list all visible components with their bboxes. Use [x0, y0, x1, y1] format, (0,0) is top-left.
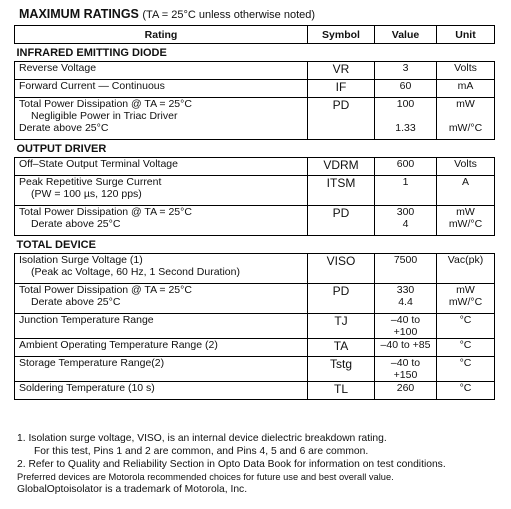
rating-cell	[15, 339, 308, 357]
header-value: Value	[375, 26, 437, 44]
rating-line: Soldering Temperature (10 s)	[19, 382, 155, 394]
ratings-table	[14, 25, 495, 400]
unit-line: mW/°C	[448, 122, 483, 134]
unit-cell	[437, 284, 495, 314]
rating-cell	[15, 62, 308, 80]
value-cell	[375, 339, 437, 357]
value-line	[379, 110, 432, 122]
trademark-note: GlobalOptoisolator is a trademark of Motorola, Inc.	[17, 484, 248, 495]
unit-cell	[437, 314, 495, 339]
unit-line	[441, 110, 490, 122]
unit-line: °C	[459, 357, 472, 369]
rating-line: Derate above 25°C	[31, 296, 121, 308]
unit-line: Volts	[454, 62, 477, 74]
unit-line: °C	[459, 339, 472, 351]
value-cell	[375, 254, 437, 284]
table-row	[15, 357, 495, 382]
value-cell	[375, 284, 437, 314]
table-row	[15, 206, 495, 236]
preferred-note: Preferred devices are Motorola recommended choices for future use and best overall value.	[17, 472, 394, 482]
unit-line: mW/°C	[448, 296, 483, 308]
header-symbol: Symbol	[308, 26, 375, 44]
unit-line: mW	[456, 284, 475, 296]
table-row	[15, 314, 495, 339]
rating-line: (Peak ac Voltage, 60 Hz, 1 Second Duration)	[31, 266, 240, 278]
value-cell	[375, 382, 437, 400]
symbol-cell: VDRM	[308, 158, 375, 176]
rating-cell	[15, 254, 308, 284]
section-title: TOTAL DEVICE	[16, 239, 96, 251]
rating-cell	[15, 176, 308, 206]
unit-line: A	[461, 176, 469, 188]
value-line: –40 to +150	[390, 357, 421, 381]
unit-line: °C	[459, 382, 472, 394]
header-rating: Rating	[15, 26, 308, 44]
table-row	[15, 62, 495, 80]
rating-line: Derate above 25°C	[19, 122, 109, 134]
unit-line: Volts	[454, 158, 477, 170]
unit-line: mA	[457, 80, 474, 92]
value-line: 3	[402, 62, 409, 74]
value-cell	[375, 80, 437, 98]
value-cell	[375, 314, 437, 339]
value-line: 260	[396, 382, 415, 394]
rating-line: Isolation Surge Voltage (1)	[19, 254, 143, 266]
table-row	[15, 284, 495, 314]
rating-cell	[15, 382, 308, 400]
value-line: –40 to +85	[380, 339, 431, 351]
value-line: 60	[399, 80, 412, 92]
rating-line: Ambient Operating Temperature Range (2)	[19, 339, 218, 351]
value-line: 4.4	[398, 296, 413, 308]
rating-cell	[15, 284, 308, 314]
table-row	[15, 98, 495, 140]
rating-cell	[15, 158, 308, 176]
rating-cell	[15, 206, 308, 236]
rating-line: Forward Current — Continuous	[19, 80, 165, 92]
value-line: 330	[396, 284, 415, 296]
rating-cell	[15, 98, 308, 140]
value-cell	[375, 98, 437, 140]
unit-line: mW	[456, 206, 475, 218]
value-line: 1	[402, 176, 409, 188]
table-row	[15, 80, 495, 98]
rating-line: Total Power Dissipation @ TA = 25°C	[19, 206, 192, 218]
table-row	[15, 158, 495, 176]
symbol-cell: PD	[308, 98, 375, 140]
symbol-cell: PD	[308, 206, 375, 236]
table-row	[15, 176, 495, 206]
rating-line: Storage Temperature Range(2)	[19, 357, 165, 369]
unit-line: °C	[459, 314, 472, 326]
note-1: 1. Isolation surge voltage, VISO, is an internal device dielectric breakdown rating.	[17, 433, 387, 444]
rating-line: Junction Temperature Range	[19, 314, 154, 326]
title-heading: MAXIMUM RATINGS	[19, 7, 139, 21]
value-line: 1.33	[395, 122, 416, 134]
unit-cell	[437, 176, 495, 206]
section-title: INFRARED EMITTING DIODE	[16, 47, 167, 59]
rating-line: Off–State Output Terminal Voltage	[19, 158, 178, 170]
value-line: –40 to +100	[390, 314, 421, 338]
rating-line: Peak Repetitive Surge Current	[19, 176, 162, 188]
table-row	[15, 254, 495, 284]
rating-line: Negligible Power in Triac Driver	[31, 110, 178, 122]
rating-line: Total Power Dissipation @ TA = 25°C	[19, 98, 192, 110]
symbol-cell: PD	[308, 284, 375, 314]
symbol-cell: TJ	[308, 314, 375, 339]
section-header-row	[15, 140, 495, 158]
header-unit: Unit	[437, 26, 495, 44]
value-cell	[375, 206, 437, 236]
value-cell	[375, 62, 437, 80]
value-cell	[375, 357, 437, 382]
section-header-row	[15, 236, 495, 254]
rating-cell	[15, 357, 308, 382]
symbol-cell: Tstg	[308, 357, 375, 382]
unit-cell	[437, 158, 495, 176]
table-header-row	[15, 26, 495, 44]
symbol-cell: TL	[308, 382, 375, 400]
unit-cell	[437, 80, 495, 98]
page-title	[19, 7, 315, 21]
section-header-row	[15, 44, 495, 62]
value-cell	[375, 176, 437, 206]
symbol-cell: VR	[308, 62, 375, 80]
unit-line: Vac(pk)	[447, 254, 484, 266]
value-cell	[375, 158, 437, 176]
value-line: 300	[396, 206, 415, 218]
symbol-cell: TA	[308, 339, 375, 357]
value-line: 600	[396, 158, 415, 170]
value-line: 100	[396, 98, 415, 110]
value-line: 4	[402, 218, 409, 230]
rating-line: Total Power Dissipation @ TA = 25°C	[19, 284, 192, 296]
note-2: 2. Refer to Quality and Reliability Section in Opto Data Book for information on test conditions.	[17, 459, 446, 470]
symbol-cell: ITSM	[308, 176, 375, 206]
symbol-cell: IF	[308, 80, 375, 98]
rating-line: Reverse Voltage	[19, 62, 97, 74]
rating-cell	[15, 80, 308, 98]
value-line: 7500	[393, 254, 418, 266]
table-row	[15, 339, 495, 357]
unit-cell	[437, 98, 495, 140]
rating-line: (PW = 100 µs, 120 pps)	[31, 188, 142, 200]
unit-cell	[437, 62, 495, 80]
unit-cell	[437, 206, 495, 236]
title-condition: (TA = 25°C unless otherwise noted)	[142, 9, 316, 21]
note-1-continued: For this test, Pins 1 and 2 are common, and Pins 4, 5 and 6 are common.	[34, 446, 369, 457]
unit-line: mW/°C	[448, 218, 483, 230]
unit-cell	[437, 339, 495, 357]
unit-cell	[437, 357, 495, 382]
footnotes	[17, 432, 446, 496]
symbol-cell: VISO	[308, 254, 375, 284]
unit-line: mW	[456, 98, 475, 110]
section-title: OUTPUT DRIVER	[16, 143, 107, 155]
table-row	[15, 382, 495, 400]
rating-line: Derate above 25°C	[31, 218, 121, 230]
table-body	[15, 44, 495, 400]
unit-cell	[437, 254, 495, 284]
unit-cell	[437, 382, 495, 400]
rating-cell	[15, 314, 308, 339]
